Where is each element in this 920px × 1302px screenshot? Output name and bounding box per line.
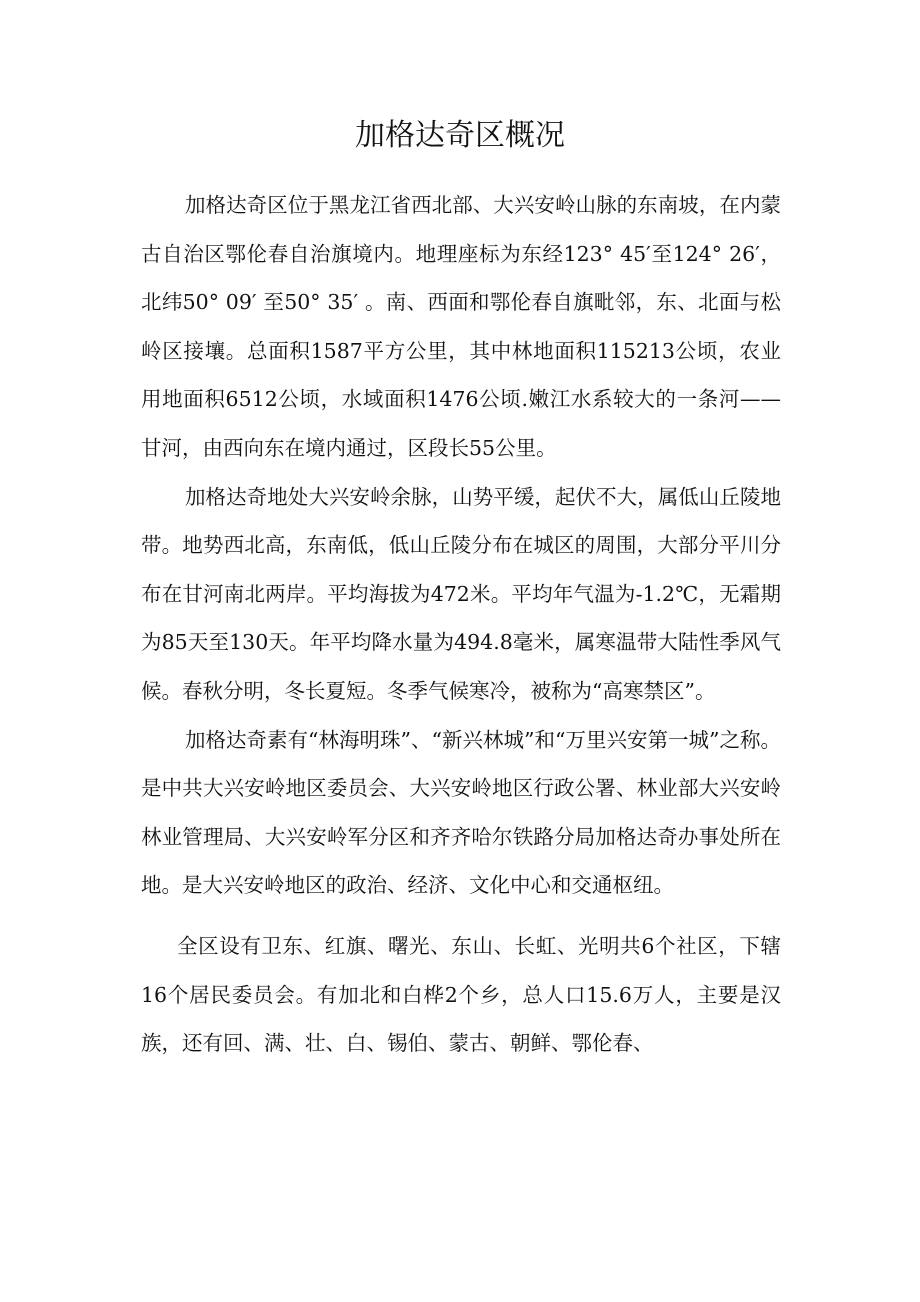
paragraph-administration: 全区设有卫东、红旗、曙光、东山、长虹、光明共6个社区，下辖16个居民委员会。有加北和白桦2个乡，总人口15.6万人，主要是汉族，还有回、满、壮、白、锡伯、蒙古、朝鲜、鄂伦春、 [141,933,781,1056]
document-body [141,181,781,1068]
paragraph-status: 加格达奇素有“林海明珠”、“新兴林城”和“万里兴安第一城”之称。是中共大兴安岭地区委员会、大兴安岭地区行政公署、林业部大兴安岭林业管理局、大兴安岭军分区和齐齐哈尔铁路分局加格达奇办事处所在地。是大兴安岭地区的政治、经济、文化中心和交通枢纽。 [141,727,781,898]
paragraph-geography: 加格达奇区位于黑龙江省西北部、大兴安岭山脉的东南坡，在内蒙古自治区鄂伦春自治旗境内。地理座标为东经123° 45′至124° 26′，北纬50° 09′ 至50° 35′ 。南、西面和鄂伦春自旗毗邻，东、北面与松岭区接壤。总面积1587平方公里，其中林地面积115213公顷，农业用地面积6512公顷，水域面积1476公顷.嫩江水系较大的一条河——甘河，由西向东在境内通过，区段长55公里。 [141,193,781,460]
page-title: 加格达奇区概况 [355,118,565,153]
paragraph-terrain-climate: 加格达奇地处大兴安岭余脉，山势平缓，起伏不大，属低山丘陵地带。地势西北高，东南低，低山丘陵分布在城区的周围，大部分平川分布在甘河南北两岸。平均海拔为472米。平均年气温为-1.2℃，无霜期为85天至130天。年平均降水量为494.8毫米，属寒温带大陆性季风气候。春秋分明，冬长夏短。冬季气候寒冷，被称为“高寒禁区”。 [141,484,781,703]
